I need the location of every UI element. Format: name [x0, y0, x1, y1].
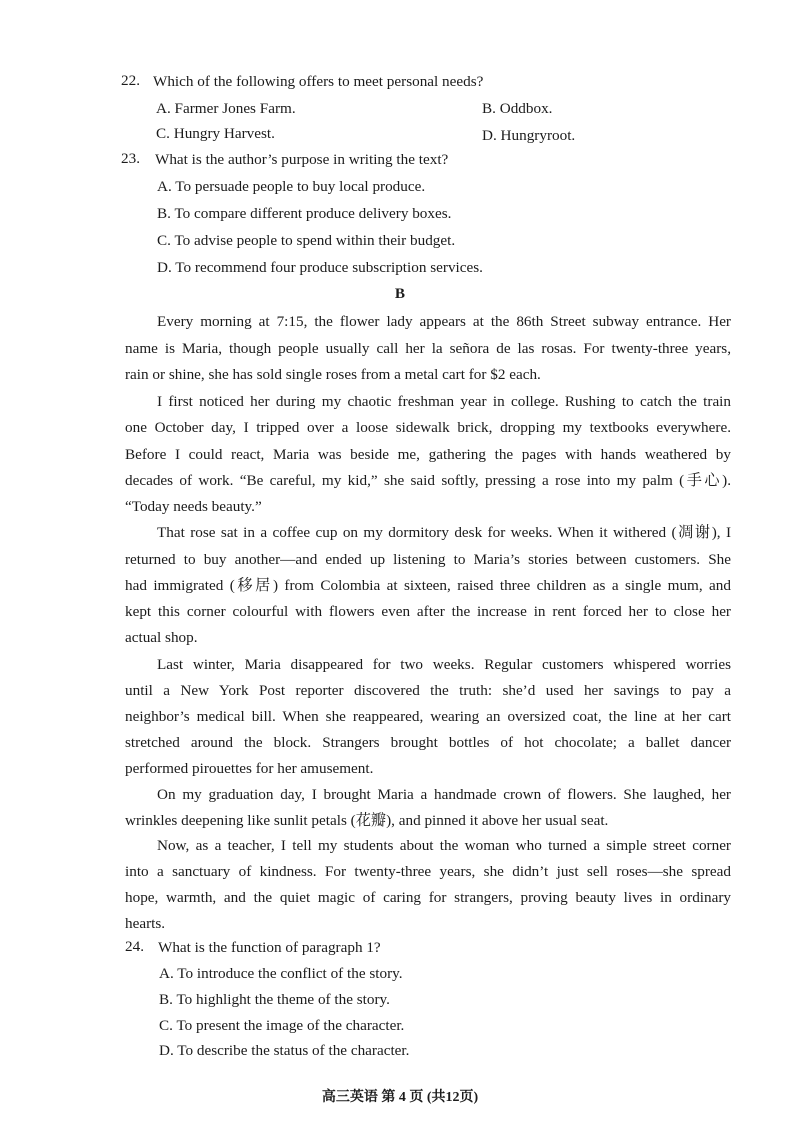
passage-line: actual shop. — [125, 629, 198, 646]
question-23-option-b: B. To compare different produce delivery boxes. — [157, 205, 452, 222]
question-22-option-d: D. Hungryroot. — [482, 127, 576, 144]
passage-line: neighbor’s medical bill. When she reappeared, wearing an oversized coat, the line at her cart — [125, 708, 731, 725]
passage-line: Before I could react, Maria was beside me, gathering the pages with hands weathered by — [125, 446, 731, 463]
passage-line: kept this corner colourful with flowers even after the increase in rent forced her to close her — [125, 603, 731, 620]
question-24-option-b: B. To highlight the theme of the story. — [159, 991, 390, 1008]
passage-line: I first noticed her during my chaotic freshman year in college. Rushing to catch the train — [157, 393, 731, 410]
passage-line: hearts. — [125, 915, 166, 932]
passage-line: That rose sat in a coffee cup on my dormitory desk for weeks. When it withered (凋谢), I — [157, 524, 731, 541]
passage-line: name is Maria, though people usually call her la señora de las rosas. For twenty-three years, — [125, 340, 731, 357]
passage-line: On my graduation day, I brought Maria a handmade crown of flowers. She laughed, her — [157, 786, 731, 803]
passage-line: decades of work. “Be careful, my kid,” she said softly, pressing a rose into my palm (手心). — [125, 472, 731, 489]
question-23-number: 23. — [121, 150, 140, 167]
passage-line: one October day, I tripped over a loose sidewalk brick, dropping my textbooks everywhere. — [125, 419, 731, 436]
passage-line: had immigrated (移居) from Colombia at sixteen, raised three children as a single mum, and — [125, 577, 731, 594]
passage-line: into a sanctuary of kindness. For twenty-three years, she didn’t just sell roses—she spread — [125, 863, 731, 880]
question-24-stem: What is the function of paragraph 1? — [158, 939, 381, 956]
passage-line: rain or shine, she has sold single roses from a metal cart for $2 each. — [125, 366, 541, 383]
page-footer: 高三英语 第 4 页 (共12页) — [321, 1090, 479, 1105]
question-24-option-a: A. To introduce the conflict of the story. — [159, 965, 403, 982]
question-22-number: 22. — [121, 72, 140, 89]
question-24-option-d: D. To describe the status of the character. — [159, 1042, 410, 1059]
passage-line: until a New York Post reporter discovered the truth: she’d used her savings to pay a — [125, 682, 731, 699]
passage-line: hope, warmth, and the quiet magic of caring for strangers, proving beauty lives in ordinary — [125, 889, 731, 906]
passage-line: Last winter, Maria disappeared for two weeks. Regular customers whispered worries — [157, 656, 731, 673]
passage-line: “Today needs beauty.” — [125, 498, 262, 515]
question-24-option-c: C. To present the image of the character. — [159, 1017, 405, 1034]
question-23-option-c: C. To advise people to spend within their budget. — [157, 232, 456, 249]
question-22-option-c: C. Hungry Harvest. — [156, 125, 275, 142]
passage-line: stretched around the block. Strangers brought bottles of hot chocolate; a ballet dancer — [125, 734, 731, 751]
question-23-option-a: A. To persuade people to buy local produce. — [157, 178, 426, 195]
question-24-number: 24. — [125, 938, 144, 955]
question-22-option-a: A. Farmer Jones Farm. — [156, 100, 296, 117]
section-heading-b: B — [394, 285, 406, 302]
passage-line: returned to buy another—and ended up listening to Maria’s stories between customers. She — [125, 551, 731, 568]
question-23-option-d: D. To recommend four produce subscription services. — [157, 259, 483, 276]
question-22-stem: Which of the following offers to meet personal needs? — [153, 73, 484, 90]
question-22-option-b: B. Oddbox. — [482, 100, 553, 117]
passage-line: Every morning at 7:15, the flower lady appears at the 86th Street subway entrance. Her — [157, 313, 731, 330]
passage-line: wrinkles deepening like sunlit petals (花瓣), and pinned it above her usual seat. — [125, 812, 609, 829]
question-23-stem: What is the author’s purpose in writing the text? — [155, 151, 449, 168]
passage-line: Now, as a teacher, I tell my students about the woman who turned a simple street corner — [157, 837, 731, 854]
passage-line: performed pirouettes for her amusement. — [125, 760, 374, 777]
